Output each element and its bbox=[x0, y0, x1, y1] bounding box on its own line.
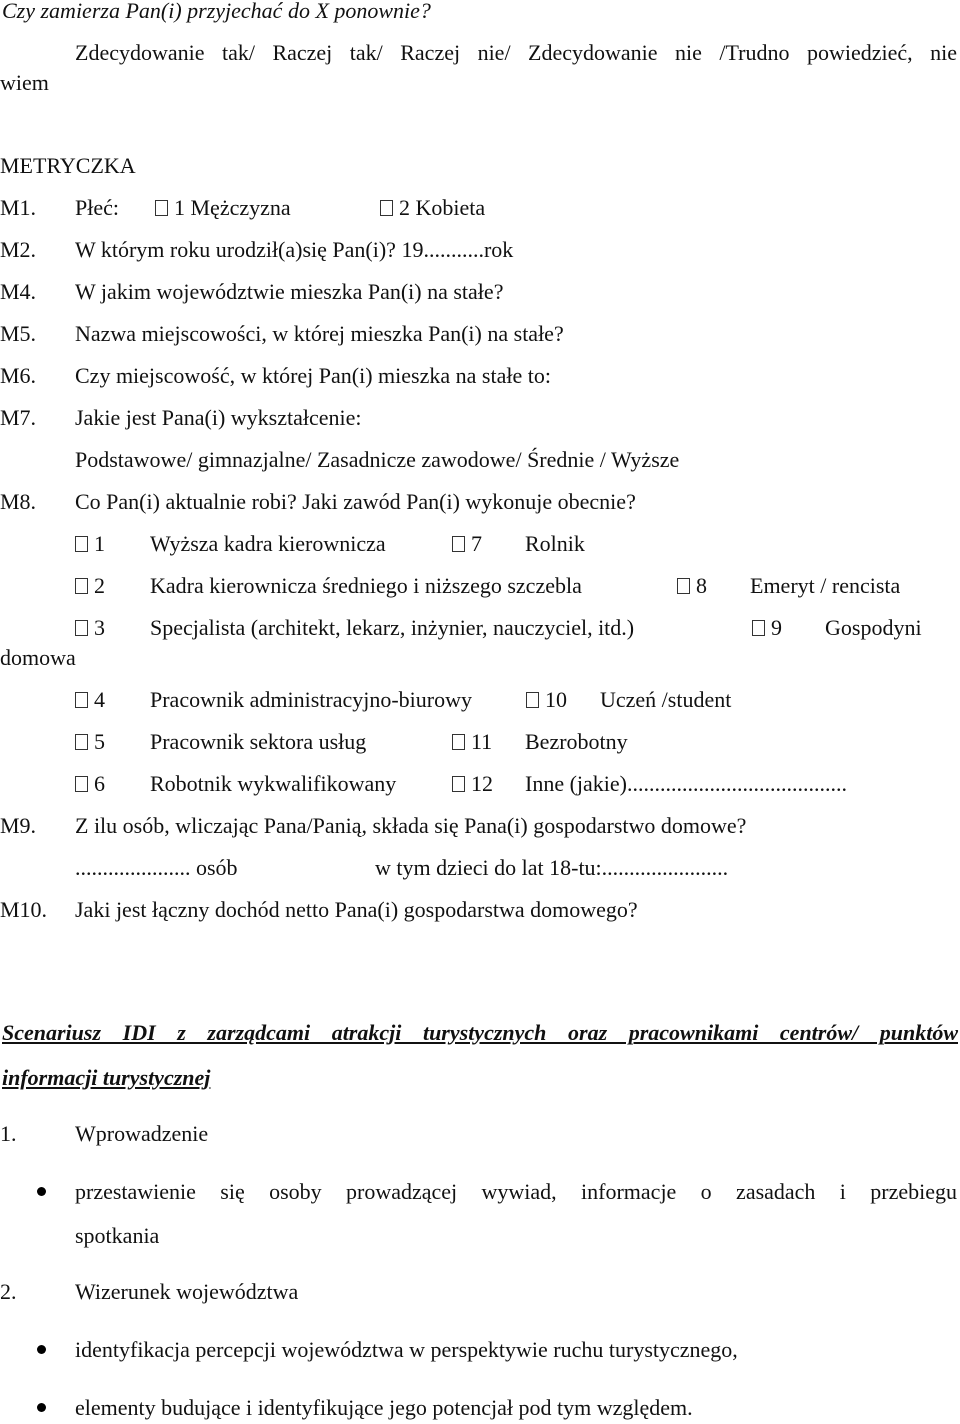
checkbox[interactable] bbox=[75, 620, 88, 636]
m2-question: W którym roku urodził(a)się Pan(i)? 19...........rok bbox=[75, 237, 514, 262]
checkbox[interactable] bbox=[155, 200, 168, 216]
m8-option[interactable]: 12 bbox=[452, 773, 493, 795]
m1-code: M1. bbox=[0, 195, 37, 220]
checkbox[interactable] bbox=[452, 536, 465, 552]
section-number: 1. bbox=[0, 1121, 17, 1146]
m8-option-label: Kadra kierownicza średniego i niższego szczebla bbox=[150, 573, 582, 598]
m8-option[interactable]: 1 bbox=[75, 533, 105, 555]
m10-code: M10. bbox=[0, 897, 48, 922]
m6-question: Czy miejscowość, w której Pan(i) mieszka na stałe to: bbox=[75, 363, 551, 388]
checkbox[interactable] bbox=[75, 536, 88, 552]
m9-persons: ..................... osób bbox=[75, 855, 238, 880]
m10-question: Jaki jest łączny dochód netto Pana(i) gospodarstwa domowego? bbox=[75, 897, 638, 922]
bullet-icon bbox=[37, 1345, 46, 1354]
m8-option-label: Specjalista (architekt, lekarz, inżynier, nauczyciel, itd.) bbox=[150, 615, 635, 640]
return-visit-answers: Zdecydowanie tak/ Raczej tak/ Raczej nie/ Zdecydowanie nie /Trudno powiedzieć, nie bbox=[75, 40, 957, 65]
m1-option-male[interactable]: 1 Mężczyzna bbox=[155, 197, 291, 219]
section-bullet-wrap: spotkania bbox=[75, 1223, 160, 1248]
bullet-icon bbox=[37, 1187, 46, 1196]
m8-option[interactable]: 7 bbox=[452, 533, 482, 555]
m2-code: M2. bbox=[0, 237, 37, 262]
m8-option[interactable]: 6 bbox=[75, 773, 105, 795]
m8-option-label: Pracownik sektora usług bbox=[150, 729, 367, 754]
m5-question: Nazwa miejscowości, w której mieszka Pan(i) na stałe? bbox=[75, 321, 564, 346]
m1-question: Płeć: bbox=[75, 195, 119, 220]
checkbox[interactable] bbox=[452, 734, 465, 750]
checkbox[interactable] bbox=[452, 776, 465, 792]
return-visit-question: Czy zamierza Pan(i) przyjechać do X ponownie? bbox=[2, 0, 431, 23]
section-title: Wizerunek województwa bbox=[75, 1279, 299, 1304]
checkbox[interactable] bbox=[75, 734, 88, 750]
section-number: 2. bbox=[0, 1279, 17, 1304]
checkbox[interactable] bbox=[380, 200, 393, 216]
m8-option-label: Bezrobotny bbox=[525, 729, 628, 754]
m8-option[interactable]: 2 bbox=[75, 575, 105, 597]
m9-children: w tym dzieci do lat 18-tu:....................... bbox=[375, 855, 729, 880]
m7-answers: Podstawowe/ gimnazjalne/ Zasadnicze zawodowe/ Średnie / Wyższe bbox=[75, 447, 680, 472]
m9-question: Z ilu osób, wliczając Pana/Panią, składa się Pana(i) gospodarstwo domowe? bbox=[75, 813, 747, 838]
section-bullet: przestawienie się osoby prowadzącej wywiad, informacje o zasadach i przebiegu bbox=[75, 1179, 957, 1204]
m7-code: M7. bbox=[0, 405, 37, 430]
scenario-title-wrap: informacji turystycznej bbox=[2, 1065, 211, 1090]
m8-option-label: Uczeń /student bbox=[600, 687, 732, 712]
m8-question: Co Pan(i) aktualnie robi? Jaki zawód Pan(i) wykonuje obecnie? bbox=[75, 489, 636, 514]
m6-code: M6. bbox=[0, 363, 37, 388]
checkbox[interactable] bbox=[75, 578, 88, 594]
m8-option[interactable]: 10 bbox=[526, 689, 567, 711]
m8-option[interactable]: 5 bbox=[75, 731, 105, 753]
m8-option-wrap: domowa bbox=[0, 645, 76, 670]
m8-option-label: Emeryt / rencista bbox=[750, 573, 901, 598]
m8-option-label: Inne (jakie)........................................ bbox=[525, 771, 847, 796]
m8-option[interactable]: 11 bbox=[452, 731, 492, 753]
m8-option-label: Pracownik administracyjno-biurowy bbox=[150, 687, 472, 712]
bullet-icon bbox=[37, 1403, 46, 1412]
checkbox[interactable] bbox=[75, 692, 88, 708]
checkbox[interactable] bbox=[526, 692, 539, 708]
m8-option[interactable]: 4 bbox=[75, 689, 105, 711]
m8-option-label: Wyższa kadra kierownicza bbox=[150, 531, 386, 556]
m8-code: M8. bbox=[0, 489, 37, 514]
m4-question: W jakim województwie mieszka Pan(i) na stałe? bbox=[75, 279, 504, 304]
m5-code: M5. bbox=[0, 321, 37, 346]
section-title: Wprowadzenie bbox=[75, 1121, 209, 1146]
checkbox[interactable] bbox=[752, 620, 765, 636]
metryczka-title: METRYCZKA bbox=[0, 153, 136, 178]
m9-code: M9. bbox=[0, 813, 37, 838]
m8-option-label: Gospodyni bbox=[825, 615, 922, 640]
m8-option[interactable]: 3 bbox=[75, 617, 105, 639]
checkbox[interactable] bbox=[677, 578, 690, 594]
m1-option-female[interactable]: 2 Kobieta bbox=[380, 197, 485, 219]
m8-option-label: Robotnik wykwalifikowany bbox=[150, 771, 397, 796]
section-bullet: elementy budujące i identyfikujące jego potencjał pod tym względem. bbox=[75, 1395, 693, 1420]
m8-option[interactable]: 9 bbox=[752, 617, 782, 639]
m8-option-label: Rolnik bbox=[525, 531, 585, 556]
return-visit-answers-wrap: wiem bbox=[0, 70, 49, 95]
checkbox[interactable] bbox=[75, 776, 88, 792]
m8-option[interactable]: 8 bbox=[677, 575, 707, 597]
m7-question: Jakie jest Pana(i) wykształcenie: bbox=[75, 405, 362, 430]
scenario-title: Scenariusz IDI z zarządcami atrakcji turystycznych oraz pracownikami centrów/ punktów bbox=[2, 1020, 958, 1045]
m4-code: M4. bbox=[0, 279, 37, 304]
section-bullet: identyfikacja percepcji województwa w perspektywie ruchu turystycznego, bbox=[75, 1337, 738, 1362]
